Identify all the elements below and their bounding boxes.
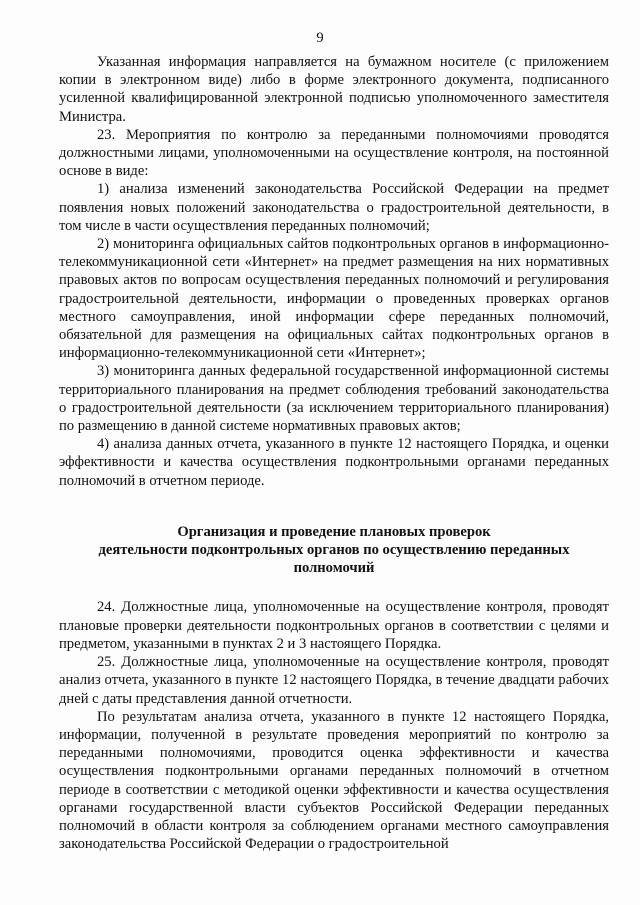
paragraph-25-results: По результатам анализа отчета, указанного в пункте 12 настоящего Порядка, информации, полученной в результате проведения мероприятий по контролю за переданными полномочиями, проводится оценка эффективности и качества осуществления подконтрольными органами переданных полномочий в отчетном периоде в соответствии с методикой оценки эффективности и качества осуществления органами государственной власти субъектов Российской Федерации переданных полномочий в области контроля за соблюдением органами местного самоуправления законодательства Российской Федерации о градостроительной <box>59 708 609 853</box>
page-number: 9 <box>316 30 324 46</box>
section-heading-line-1: Организация и проведение плановых проверок <box>177 523 491 540</box>
document-body <box>59 53 609 853</box>
paragraph-info-delivery: Указанная информация направляется на бумажном носителе (с приложением копии в электронном виде) либо в форме электронного документа, подписанного усиленной квалифицированной электронной подписью уполномоченного заместителя Министра. <box>59 54 609 125</box>
paragraph-23-item-2: 2) мониторинга официальных сайтов подконтрольных органов в информационно-телекоммуникационной сети «Интернет» на предмет размещения на них нормативных правовых актов по вопросам осуществления переданных полномочий и регулирования градостроительной деятельности, информации о проведенных проверках органов местного самоуправления, иной информации сфере переданных полномочий, обязательной для размещения на официальных сайтах подконтрольных органов в информационно-телекоммуникационной сети «Интернет»; <box>59 236 609 362</box>
paragraph-23-item-1: 1) анализа изменений законодательства Российской Федерации на предмет появления новых положений законодательства о градостроительной деятельности, в том числе в части осуществления переданных полномочий; <box>59 181 609 234</box>
paragraph-23-item-3: 3) мониторинга данных федеральной государственной информационной системы территориального планирования на предмет соблюдения требований законодательства о градостроительной деятельности (за исключением территориального планирования) по размещению в данной системе нормативных правовых актов; <box>59 363 609 435</box>
paragraph-25: 25. Должностные лица, уполномоченные на осуществление контроля, проводят анализ отчета, указанного в пункте 12 настоящего Порядка, в течение двадцати рабочих дней с даты представления данной отчетности. <box>59 654 609 707</box>
section-heading-line-3: полномочий <box>293 560 375 577</box>
paragraph-23: 23. Мероприятия по контролю за переданными полномочиями проводятся должностными лицами, уполномоченными на осуществление контроля, на постоянной основе в виде: <box>59 126 609 180</box>
section-heading <box>59 523 609 578</box>
paragraph-24: 24. Должностные лица, уполномоченные на осуществление контроля, проводят плановые проверки деятельности подконтрольных органов в соответствии с целями и предметом, указанными в пунктах 2 и 3 настоящего Порядка. <box>59 599 609 652</box>
paragraph-23-item-4: 4) анализа данных отчета, указанного в пункте 12 настоящего Порядка, и оценки эффективности и качества осуществления подконтрольными органами переданных полномочий в отчетном периоде. <box>59 436 609 489</box>
section-heading-line-2: деятельности подконтрольных органов по осуществлению переданных <box>98 542 570 559</box>
